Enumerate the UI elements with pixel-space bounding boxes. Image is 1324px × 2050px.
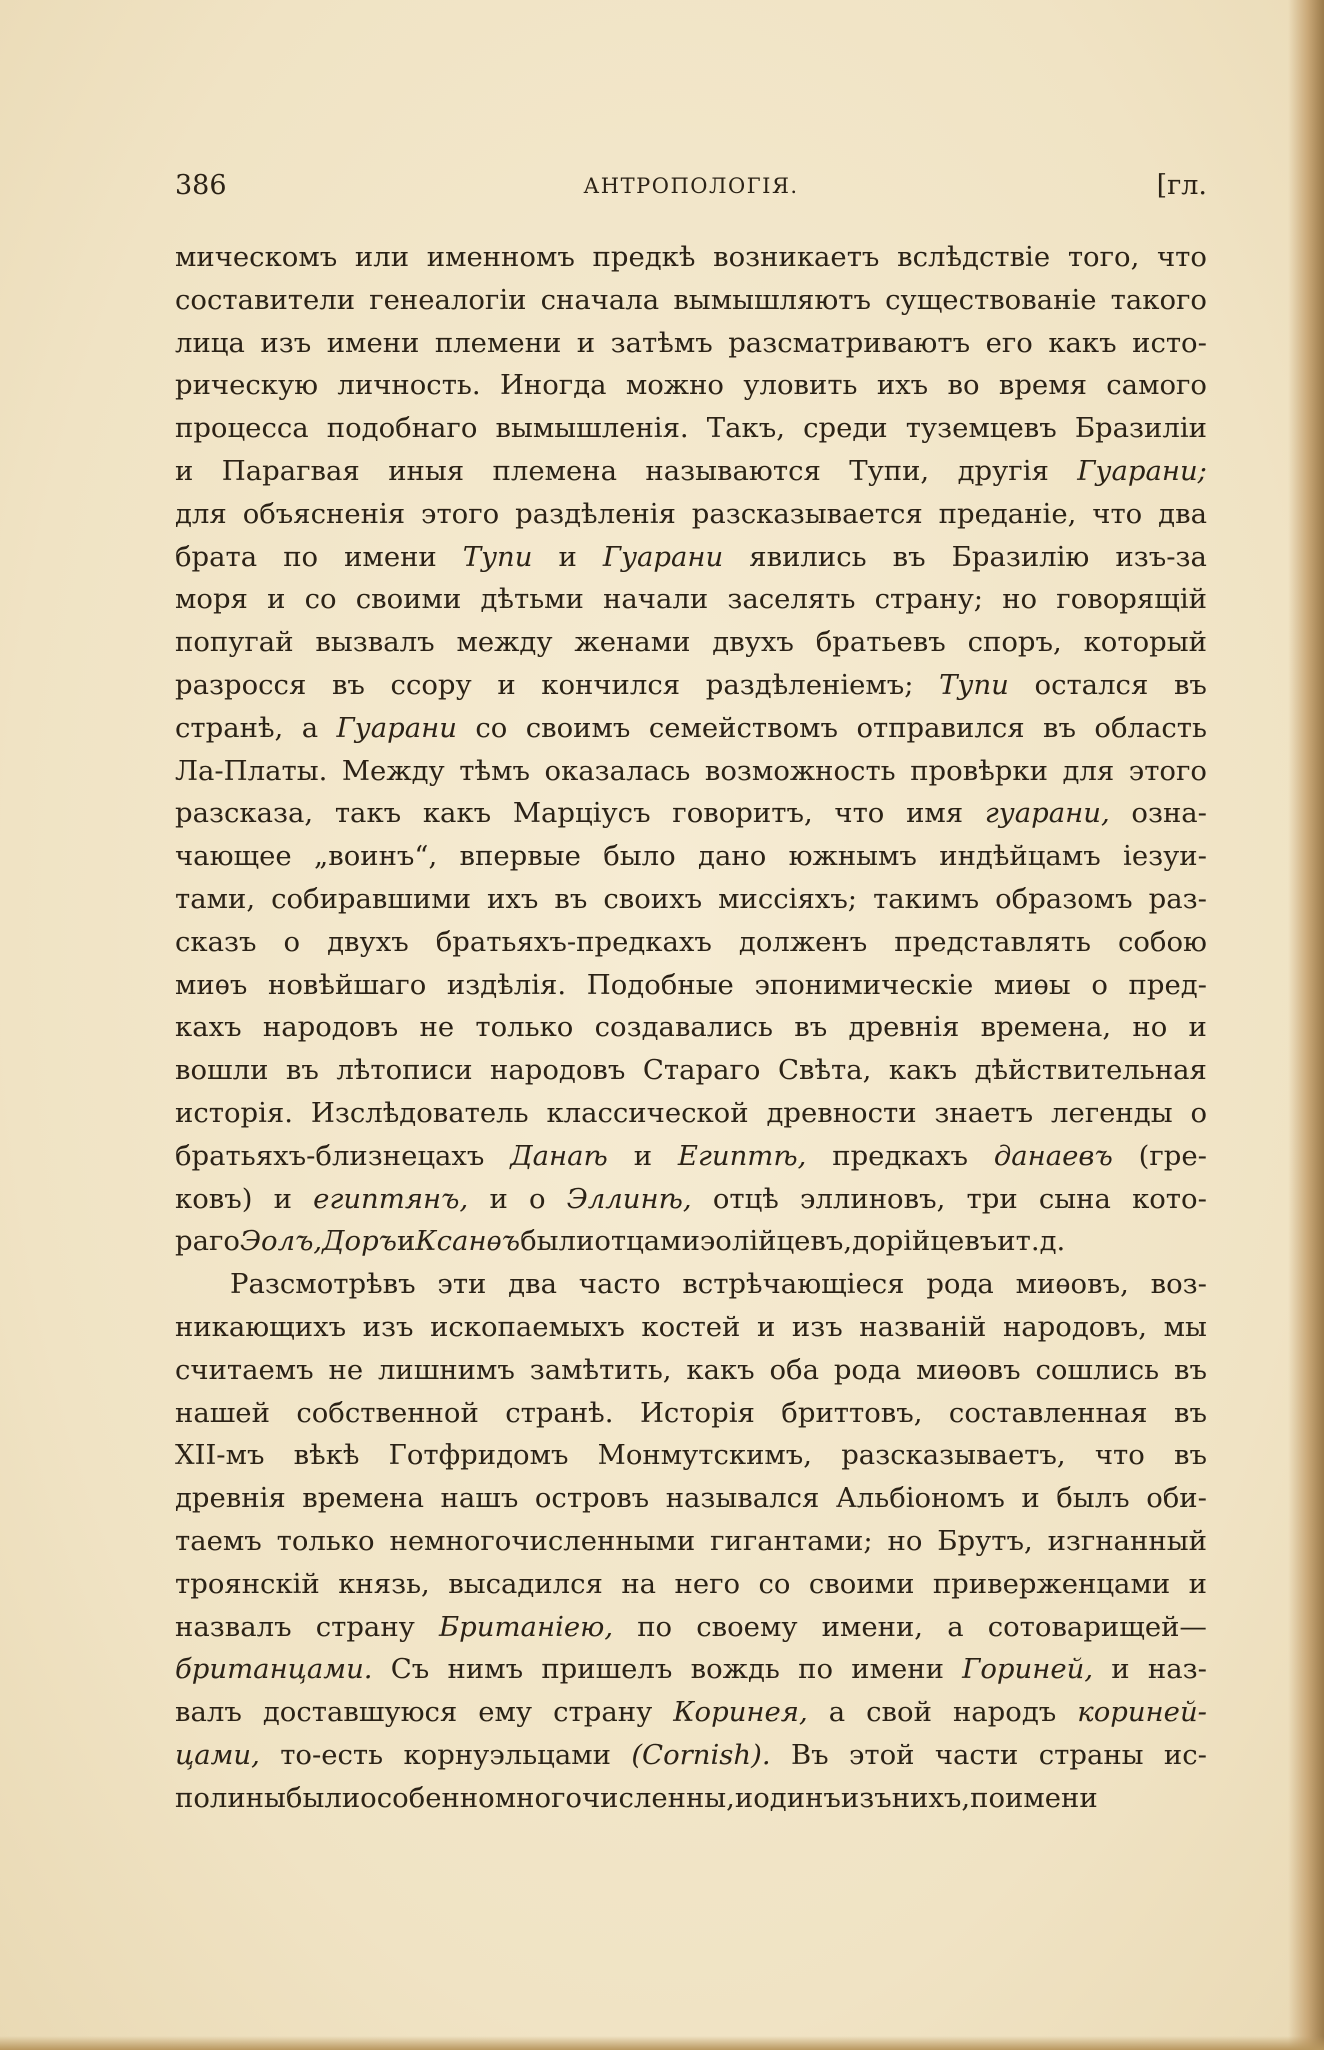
text-line: Разсмотрѣвъ эти два часто встрѣчающіеся рода миѳовъ, воз- — [230, 1268, 1207, 1301]
text-line: XII-мъ вѣкѣ Готфридомъ Монмутскимъ, разсказываетъ, что въ — [175, 1439, 1207, 1472]
text-line: разросся въ ссору и кончился раздѣленіемъ; Тупи остался въ — [175, 668, 1207, 701]
text-line: исторія. Изслѣдователь классической древности знаетъ легенды о — [175, 1096, 1207, 1129]
text-line: и Парагвая иныя племена называются Тупи, другія Гуарани; — [175, 454, 1207, 487]
page-edge-shadow — [1288, 0, 1324, 2050]
text-line: считаемъ не лишнимъ замѣтить, какъ оба рода миѳовъ сошлись въ — [175, 1353, 1207, 1386]
text-line: лица изъ имени племени и затѣмъ разсматриваютъ его какъ исто- — [175, 326, 1207, 359]
text-line: разсказа, такъ какъ Марціусъ говоритъ, что имя гуарани, озна- — [175, 797, 1207, 830]
text-line: составители генеалогіи сначала вымышляютъ существованіе такого — [175, 283, 1207, 316]
text-line: британцами. Съ нимъ пришелъ вождь по имени Гориней, и наз- — [175, 1653, 1207, 1686]
chapter-reference: [гл. — [1156, 170, 1207, 201]
page-number: 386 — [175, 170, 227, 201]
text-line: странѣ, а Гуарани со своимъ семействомъ отправился въ область — [175, 711, 1207, 744]
page-bottom-edge — [0, 2036, 1324, 2050]
running-title: АНТРОПОЛОГІЯ. — [583, 174, 799, 198]
text-line: брата по имени Тупи и Гуарани явились въ Бразилію изъ-за — [175, 540, 1207, 573]
text-line: ковъ) и египтянъ, и о Эллинѣ, отцѣ эллиновъ, три сына кото- — [175, 1182, 1207, 1215]
text-line: попугай вызвалъ между женами двухъ братьевъ споръ, который — [175, 626, 1207, 659]
text-line: цами, то-есть корнуэльцами (Cornish). Въ этой части страны ис- — [175, 1738, 1207, 1771]
text-line: троянскій князь, высадился на него со своими приверженцами и — [175, 1567, 1207, 1600]
text-line: рическую личность. Иногда можно уловить ихъ во время самого — [175, 369, 1207, 402]
text-line: никающихъ изъ ископаемыхъ костей и изъ названій народовъ, мы — [175, 1310, 1207, 1343]
running-header — [175, 170, 1207, 210]
text-line: валъ доставшуюся ему страну Коринея, а свой народъ кориней- — [175, 1696, 1207, 1729]
text-line: раго Эолъ, Доръ и Ксанѳъ были отцами эолійцевъ, дорійцевъ и т. д. — [175, 1225, 1066, 1258]
text-line: вошли въ лѣтописи народовъ Стараго Свѣта, какъ дѣйствительная — [175, 1054, 1207, 1087]
text-line: чающее „воинъ“, впервые было дано южнымъ индѣйцамъ іезуи- — [175, 840, 1207, 873]
text-line: нашей собственной странѣ. Исторія бриттовъ, составленная въ — [175, 1396, 1207, 1429]
text-line: сказъ о двухъ братьяхъ-предкахъ долженъ представлять собою — [175, 925, 1207, 958]
text-line: кахъ народовъ не только создавались въ древнія времена, но и — [175, 1011, 1207, 1044]
text-line: Ла-Платы. Между тѣмъ оказалась возможность провѣрки для этого — [175, 754, 1207, 787]
text-line: миѳъ новѣйшаго издѣлія. Подобные эпонимическіе миѳы о пред- — [175, 968, 1207, 1001]
text-line: древнія времена нашъ островъ назывался Альбіономъ и былъ оби- — [175, 1482, 1207, 1515]
text-line: тами, собиравшими ихъ въ своихъ миссіяхъ; такимъ образомъ раз- — [175, 882, 1207, 915]
text-line: для объясненія этого раздѣленія разсказывается преданіе, что два — [175, 497, 1207, 530]
text-line: моря и со своими дѣтьми начали заселять страну; но говорящій — [175, 583, 1207, 616]
text-line: братьяхъ-близнецахъ Данаѣ и Египтѣ, предкахъ данаевъ (гре- — [175, 1139, 1207, 1172]
text-line: полины были особенно многочисленны, и одинъ изъ нихъ, по имени — [175, 1781, 1098, 1814]
text-line: процесса подобнаго вымышленія. Такъ, среди туземцевъ Бразиліи — [175, 412, 1207, 445]
body-text — [175, 236, 1207, 1819]
text-line: назвалъ страну Британіею, по своему имени, а сотоварищей— — [175, 1610, 1207, 1643]
text-line: таемъ только немногочисленными гигантами; но Брутъ, изгнанный — [175, 1524, 1207, 1557]
text-line: мическомъ или именномъ предкѣ возникаетъ вслѣдствіе того, что — [175, 241, 1207, 273]
